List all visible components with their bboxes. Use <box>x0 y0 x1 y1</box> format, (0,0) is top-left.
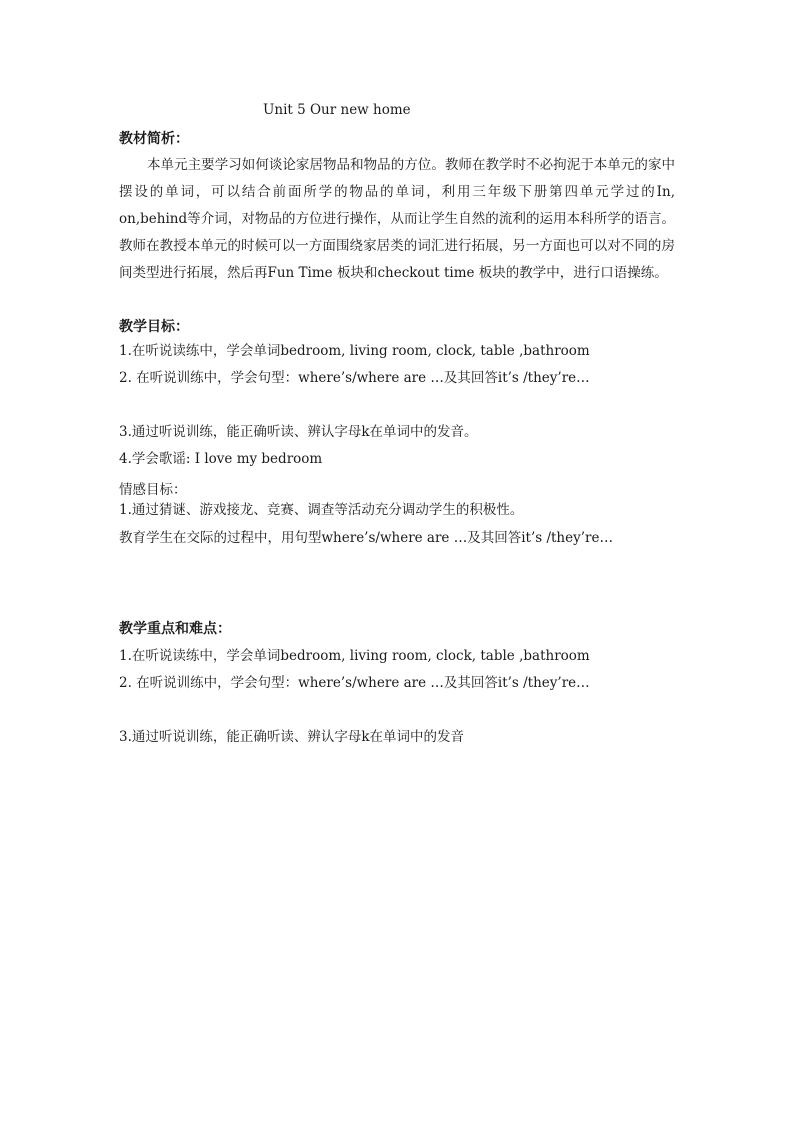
emotion-item-1: 1.通过猜谜、游戏接龙、竞赛、调查等活动充分调动学生的积极性。 <box>119 502 524 518</box>
emotion-item-2: 教育学生在交际的过程中，用句型where’s/where are …及其回答it’s /they’re… <box>119 530 613 546</box>
analysis-paragraph: 本单元主要学习如何谈论家居物品和物品的方位。教师在教学时不必拘泥于本单元的家中摆设的单词，可以结合前面所学的物品的单词，利用三年级下册第四单元学过的In, on,behind等介词，对物品的方位进行操作，从而让学生自然的流利的运用本科所学的语言。教师在教授本单元的时候可以一方面围绕家居类的词汇进行拓展，另一方面也可以对不同的房间类型进行拓展，然后再Fun Time 板块和checkout time 板块的教学中，进行口语操练。 <box>119 157 675 281</box>
goal-item-2: 2. 在听说训练中，学会句型：where’s/where are …及其回答it’s /they’re… <box>119 370 590 386</box>
goal-item-3: 3.通过听说训练，能正确听读、辨认字母k在单词中的发音。 <box>119 424 478 440</box>
document-title: Unit 5 Our new home <box>263 102 411 118</box>
analysis-heading: 教材简析： <box>119 131 189 147</box>
key-point-2: 2. 在听说训练中，学会句型：where’s/where are …及其回答it’s /they’re… <box>119 675 590 691</box>
key-points-heading: 教学重点和难点： <box>119 621 231 637</box>
emotion-heading: 情感目标： <box>119 482 187 498</box>
key-point-3: 3.通过听说训练，能正确听读、辨认字母k在单词中的发音 <box>119 729 465 745</box>
goal-item-1: 1.在听说读练中，学会单词bedroom, living room, clock, table ,bathroom <box>119 343 590 359</box>
goal-item-4: 4.学会歌谣: I love my bedroom <box>119 451 323 467</box>
key-point-1: 1.在听说读练中，学会单词bedroom, living room, clock, table ,bathroom <box>119 648 590 664</box>
goals-heading: 教学目标： <box>119 319 189 335</box>
